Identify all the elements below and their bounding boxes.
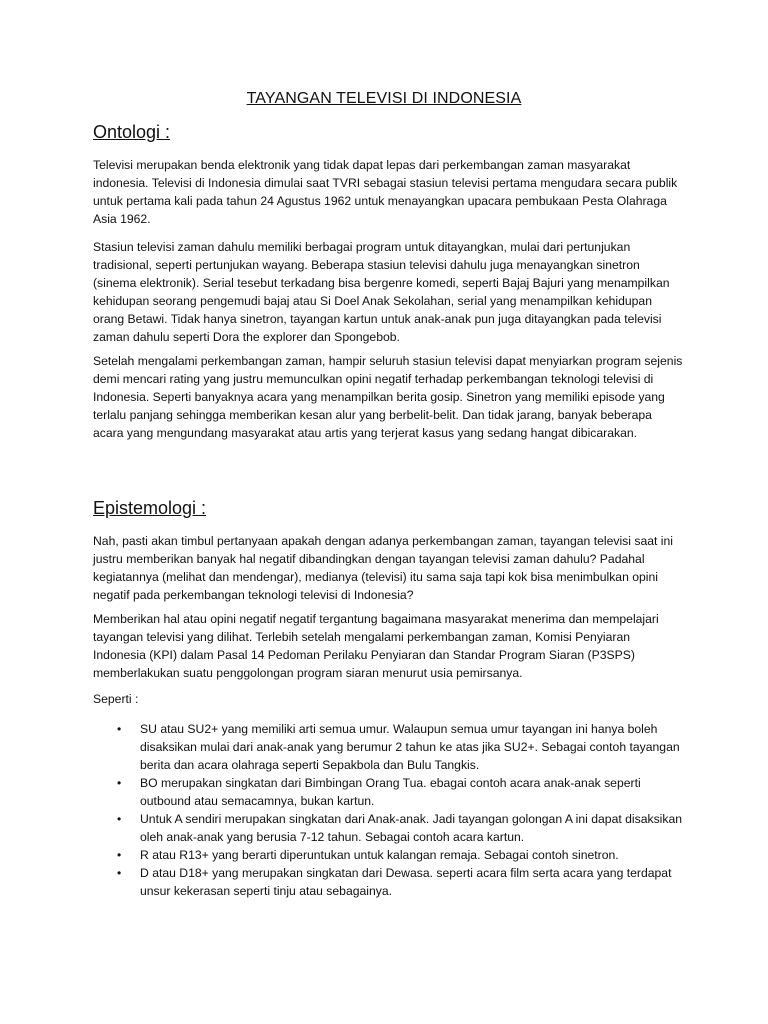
document-title: TAYANGAN TELEVISI DI INDONESIA <box>246 90 522 107</box>
rating-list <box>93 720 683 900</box>
section-heading-ontologi: Ontologi : <box>93 122 171 142</box>
paragraph: Stasiun televisi zaman dahulu memiliki berbagai program untuk ditayangkan, mulai dari pertunjukan tradisional, seperti pertunjukan wayang. Beberapa stasiun televisi dahulu juga menayangkan sinetron (sinema elektronik). Serial tesebut terkadang bisa bergenre komedi, seperti Bajaj Bajuri yang menampilkan kehidupan seorang pengemudi bajaj atau Si Doel Anak Sekolahan, serial yang menampilkan kehidupan orang Betawi. Tidak hanya sinetron, tayangan kartun untuk anak-anak pun juga ditayangkan pada televisi zaman dahulu seperti Dora the explorer dan Spongebob. <box>93 240 670 344</box>
list-item-text: D atau D18+ yang merupakan singkatan dari Dewasa. seperti acara film serta acara yang terdapat unsur kekerasan seperti tinju atau sebagainya. <box>140 866 672 898</box>
paragraph: Setelah mengalami perkembangan zaman, hampir seluruh stasiun televisi dapat menyiarkan program sejenis demi mencari rating yang justru memunculkan opini negatif terhadap perkembangan teknologi televisi di Indonesia. Seperti banyaknya acara yang menampilkan berita gosip. Sinetron yang memiliki episode yang terlalu panjang sehingga memberikan kesan alur yang berbelit-belit. Dan tidak jarang, banyak beberapa acara yang mengundang masyarakat atau artis yang terjerat kasus yang sedang hangat dibicarakan. <box>93 354 683 440</box>
list-item-text: Untuk A sendiri merupakan singkatan dari Anak-anak. Jadi tayangan golongan A ini dapat disaksikan oleh anak-anak yang berusia 7-12 tahun. Sebagai contoh acara kartun. <box>140 812 683 844</box>
list-item-text: BO merupakan singkatan dari Bimbingan Orang Tua. ebagai contoh acara anak-anak seperti outbound atau semacamnya, bukan kartun. <box>140 776 641 808</box>
paragraph: Televisi merupakan benda elektronik yang tidak dapat lepas dari perkembangan zaman masyarakat indonesia. Televisi di Indonesia dimulai saat TVRI sebagai stasiun televisi pertama mengudara secara publik untuk pertama kali pada tahun 24 Agustus 1962 untuk menayangkan upacara pembukaan Pesta Olahraga Asia 1962. <box>93 158 678 226</box>
list-item-text: R atau R13+ yang berarti diperuntukan untuk kalangan remaja. Sebagai contoh sinetron. <box>140 848 619 862</box>
bullet-icon: • <box>117 812 122 826</box>
bullet-icon: • <box>117 848 122 862</box>
paragraph: Memberikan hal atau opini negatif negatif tergantung bagaimana masyarakat menerima dan mempelajari tayangan televisi yang dilihat. Terlebih setelah mengalami perkembangan zaman, Komisi Penyiaran Indonesia (KPI) dalam Pasal 14 Pedoman Perilaku Penyiaran dan Standar Program Siaran (P3SPS) memberlakukan suatu penggolongan program siaran menurut usia pemirsanya. <box>93 612 659 680</box>
list-item <box>93 864 683 900</box>
list-item <box>93 810 683 846</box>
bullet-icon: • <box>117 722 122 736</box>
list-item <box>93 720 683 774</box>
list-item-text: SU atau SU2+ yang memiliki arti semua umur. Walaupun semua umur tayangan ini hanya boleh disaksikan mulai dari anak-anak yang berumur 2 tahun ke atas jika SU2+. Sebagai contoh tayangan berita dan acara olahraga seperti Sepakbola dan Bulu Tangkis. <box>140 722 680 772</box>
bullet-icon: • <box>117 866 122 880</box>
bullet-icon: • <box>117 776 122 790</box>
paragraph: Nah, pasti akan timbul pertanyaan apakah dengan adanya perkembangan zaman, tayangan televisi saat ini justru memberikan banyak hal negatif dibandingkan dengan tayangan televisi zaman dahulu? Padahal kegiatannya (melihat dan mendengar), medianya (televisi) itu sama saja tapi kok bisa menimbulkan opini negatif pada perkembangan teknologi televisi di Indonesia? <box>93 534 673 602</box>
list-item <box>93 846 683 864</box>
list-item <box>93 774 683 810</box>
section-heading-epistemologi: Epistemologi : <box>93 498 207 518</box>
paragraph: Seperti : <box>93 692 139 706</box>
